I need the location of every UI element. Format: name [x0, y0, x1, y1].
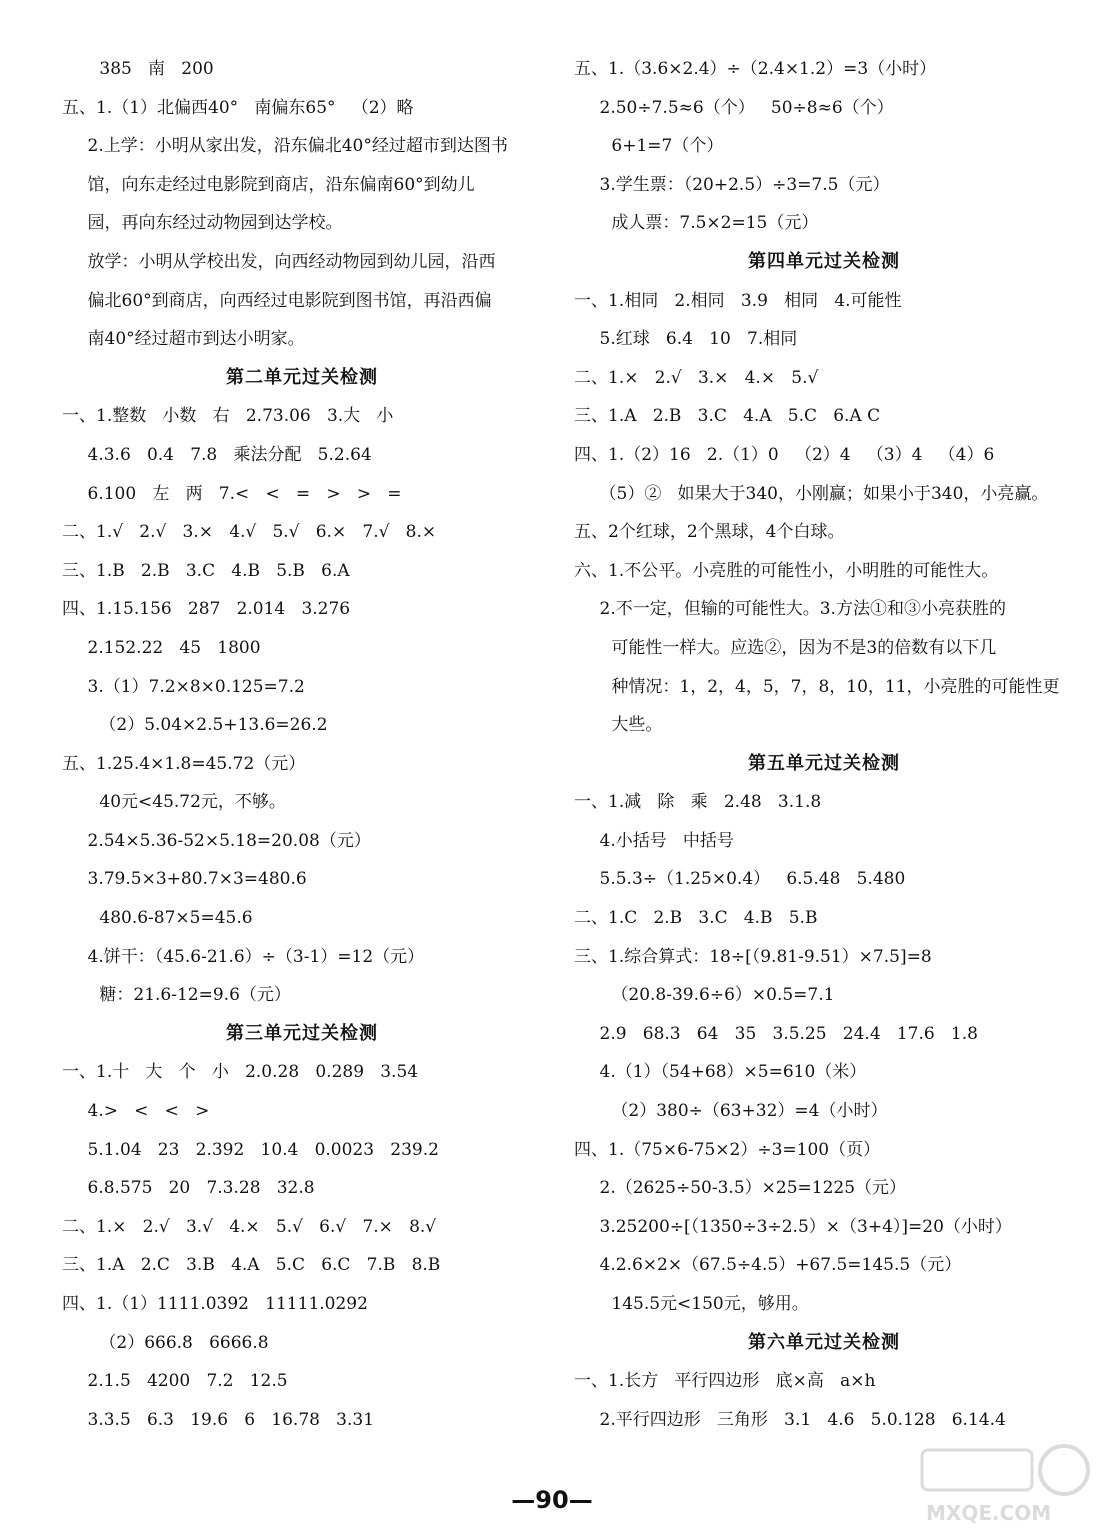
svg-text:MXQE.COM: MXQE.COM — [926, 1501, 1052, 1525]
left-answer-line: 4.3.6 0.4 7.8 乘法分配 5.2.64 — [87, 444, 372, 465]
left-section-heading: 第三单元过关检测 — [226, 1022, 378, 1044]
right-answer-line: 五、2个红球，2个黑球，4个白球。 — [574, 522, 845, 543]
right-answer-line: 种情况：1，2，4，5，7，8，10，11，小亮胜的可能性更 — [611, 676, 1060, 697]
left-answer-line: 2.152.22 45 1800 — [87, 637, 261, 658]
left-answer-line: 园，再向东经过动物园到达学校。 — [87, 213, 343, 234]
left-answer-line: 3.79.5×3+80.7×3=480.6 — [87, 869, 307, 890]
right-answer-line: 三、1.A 2.B 3.C 4.A 5.C 6.A C — [574, 406, 881, 427]
left-answer-line: 4.> < < > — [87, 1101, 210, 1122]
right-answer-line: 2.不一定，但输的可能性大。3.方法①和③小亮获胜的 — [599, 599, 1006, 620]
left-answer-line: 南40°经过超市到达小明家。 — [87, 329, 305, 350]
left-answer-line: 馆，向东走经过电影院到商店，沿东偏南60°到幼儿 — [87, 174, 475, 195]
right-answer-line: 145.5元<150元，够用。 — [611, 1294, 809, 1314]
right-answer-line: 3.25200÷[（1350÷3÷2.5）×（3+4）]=20（小时） — [599, 1216, 1012, 1237]
left-answer-line: 五、1.（1）北偏西40° 南偏东65° （2）略 — [62, 97, 414, 118]
right-answer-line: 四、1.（2）16 2.（1）0 （2）4 （3）4 （4）6 — [574, 444, 995, 465]
right-answer-line: 二、1.C 2.B 3.C 4.B 5.B — [574, 908, 818, 929]
left-answer-line: 二、1.√ 2.√ 3.× 4.√ 5.√ 6.× 7.√ 8.× — [62, 522, 437, 543]
left-answer-line: 一、1.十 大 个 小 2.0.28 0.289 3.54 — [62, 1062, 419, 1083]
right-section-heading: 第六单元过关检测 — [748, 1331, 900, 1353]
right-answer-line: 五、1.（3.6×2.4）÷（2.4×1.2）=3（小时） — [574, 59, 937, 79]
page-number: —90— — [511, 1486, 593, 1514]
left-answer-line: 四、1.（1）1111.0392 11111.0292 — [62, 1294, 368, 1314]
left-answer-line: 385 南 200 — [99, 59, 214, 79]
left-answer-line: 3.3.5 6.3 19.6 6 16.78 3.31 — [87, 1409, 375, 1430]
left-answer-line: 6.8.575 20 7.3.28 32.8 — [87, 1178, 315, 1199]
left-answer-line: 偏北60°到商店，向西经过电影院到图书馆，再沿西偏 — [87, 290, 492, 311]
left-answer-line: 2.54×5.36-52×5.18=20.08（元） — [87, 830, 371, 851]
left-answer-line: 一、1.整数 小数 右 2.73.06 3.大 小 — [62, 406, 394, 427]
right-answer-line: 4.（1）（54+68）×5=610（米） — [599, 1062, 867, 1083]
right-answer-line: 4.小括号 中括号 — [599, 830, 734, 851]
left-answer-line: 3.（1）7.2×8×0.125=7.2 — [87, 676, 305, 697]
right-answer-line: 大些。 — [611, 715, 663, 736]
right-answer-line: 四、1.（75×6-75×2）÷3=100（页） — [574, 1139, 881, 1160]
right-answer-line: （5）② 如果大于340，小刚赢；如果小于340，小亮赢。 — [599, 483, 1049, 504]
right-answer-line: 2.（2625÷50-3.5）×25=1225（元） — [599, 1178, 907, 1199]
right-answer-line: 4.2.6×2×（67.5÷4.5）+67.5=145.5（元） — [599, 1255, 962, 1276]
right-answer-line: （20.8-39.6÷6）×0.5=7.1 — [611, 985, 835, 1006]
right-answer-line: （2）380÷（63+32）=4（小时） — [611, 1101, 888, 1122]
left-answer-line: 三、1.A 2.C 3.B 4.A 5.C 6.C 7.B 8.B — [62, 1255, 441, 1276]
watermark-logo-icon — [914, 1440, 1094, 1530]
right-answer-line: 三、1.综合算式：18÷[（9.81-9.51）×7.5]=8 — [574, 946, 932, 967]
left-answer-line: 4.饼干：（45.6-21.6）÷（3-1）=12（元） — [87, 946, 425, 967]
right-answer-line: 5.5.3÷（1.25×0.4） 6.5.48 5.480 — [599, 869, 906, 890]
right-answer-line: 六、1.不公平。小亮胜的可能性小，小明胜的可能性大。 — [574, 560, 999, 581]
right-section-heading: 第四单元过关检测 — [748, 250, 900, 272]
left-answer-line: 5.1.04 23 2.392 10.4 0.0023 239.2 — [87, 1139, 439, 1160]
right-answer-column — [574, 50, 1074, 1439]
right-answer-line: 一、1.相同 2.相同 3.9 相同 4.可能性 — [574, 290, 902, 311]
right-answer-line: 二、1.× 2.√ 3.× 4.× 5.√ — [574, 367, 819, 388]
left-answer-line: 40元<45.72元，不够。 — [99, 792, 286, 813]
right-answer-line: 2.平行四边形 三角形 3.1 4.6 5.0.128 6.14.4 — [599, 1409, 1006, 1430]
left-answer-line: 放学：小明从学校出发，向西经动物园到幼儿园，沿西 — [87, 251, 496, 272]
left-answer-line: 糖：21.6-12=9.6（元） — [99, 985, 291, 1006]
left-answer-line: 2.上学：小明从家出发，沿东偏北40°经过超市到达图书 — [87, 136, 508, 157]
right-answer-line: 一、1.减 除 乘 2.48 3.1.8 — [574, 792, 822, 813]
right-section-heading: 第五单元过关检测 — [748, 752, 900, 774]
left-answer-line: 2.1.5 4200 7.2 12.5 — [87, 1371, 288, 1392]
left-answer-column — [62, 50, 542, 1439]
left-answer-line: 480.6-87×5=45.6 — [99, 908, 253, 929]
left-answer-line: （2）666.8 6666.8 — [99, 1332, 269, 1353]
left-answer-line: 6.100 左 两 7.< < = > > = — [87, 483, 402, 504]
right-answer-line: 可能性一样大。应选②，因为不是3的倍数有以下几 — [611, 637, 997, 658]
right-answer-line: 3.学生票：（20+2.5）÷3=7.5（元） — [599, 174, 890, 195]
right-answer-line: 5.红球 6.4 10 7.相同 — [599, 329, 798, 350]
right-answer-line: 一、1.长方 平行四边形 底×高 a×h — [574, 1371, 876, 1392]
left-answer-line: （2）5.04×2.5+13.6=26.2 — [99, 715, 328, 736]
right-answer-line: 6+1=7（个） — [611, 136, 724, 157]
right-answer-line: 成人票：7.5×2=15（元） — [611, 213, 819, 234]
left-answer-line: 三、1.B 2.B 3.C 4.B 5.B 6.A — [62, 560, 350, 581]
left-section-heading: 第二单元过关检测 — [226, 366, 378, 388]
left-answer-line: 四、1.15.156 287 2.014 3.276 — [62, 599, 351, 620]
left-answer-line: 五、1.25.4×1.8=45.72（元） — [62, 753, 306, 774]
left-answer-line: 二、1.× 2.√ 3.√ 4.× 5.√ 6.√ 7.× 8.√ — [62, 1216, 437, 1237]
right-answer-line: 2.9 68.3 64 35 3.5.25 24.4 17.6 1.8 — [599, 1023, 978, 1044]
right-answer-line: 2.50÷7.5≈6（个） 50÷8≈6（个） — [599, 97, 894, 118]
